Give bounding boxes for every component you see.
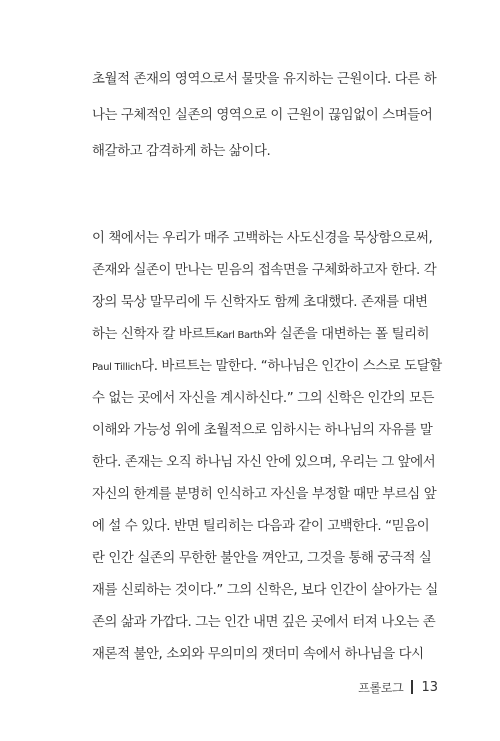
paragraph-1-line-3: 해갈하고 감격하게 하는 삶이다. [92,144,271,159]
paragraph-2-line-5 [92,358,442,376]
paragraph-2-line-4 [92,326,430,344]
text-run: 다. 바르트는 말한다. “하나님은 인간이 스스로 도달할 [141,359,442,374]
paragraph-2-line-12: 재를 신뢰하는 것이다.” 그의 신학은, 보다 인간이 살아가는 실 [92,583,438,598]
paragraph-2-line-8: 한다. 존재는 오직 하나님 자신 안에 있으며, 우리는 그 앞에서 [92,455,436,470]
footer-divider [411,680,413,694]
paragraph-2-line-6: 수 없는 곳에서 자신을 계시하신다.” 그의 신학은 인간의 모든 [92,391,435,406]
paragraph-2-line-9: 자신의 한계를 분명히 인식하고 자신을 부정할 때만 부르심 앞 [92,487,437,502]
page-number: 13 [421,679,438,695]
chapter-label: 프롤로그 [358,680,404,695]
latin-name-paul-tillich: Paul Tillich [92,362,142,373]
paragraph-2-line-7: 이해와 가능성 위에 초월적으로 임하시는 하나님의 자유를 말 [92,423,433,438]
paragraph-2-line-13: 존의 삶과 가깝다. 그는 인간 내면 깊은 곳에서 터져 나오는 존 [92,615,436,630]
paragraph-1-line-2: 나는 구체적인 실존의 영역으로 이 근원이 끊임없이 스며들어 [92,108,433,123]
paragraph-2-line-3: 장의 묵상 말무리에 두 신학자도 함께 초대했다. 존재를 대변 [92,295,428,310]
text-run: 와 실존을 대변하는 폴 틸리히 [263,327,430,342]
latin-name-karl-barth: Karl Barth [216,330,264,341]
paragraph-2-line-2: 존재와 실존이 만나는 믿음의 접속면을 구체화하고자 한다. 각 [92,263,437,278]
page-footer [358,679,438,695]
text-run: 하는 신학자 칼 바르트 [92,327,217,342]
paragraph-2-line-1: 이 책에서는 우리가 매주 고백하는 사도신경을 묵상함으로써, [92,231,433,246]
paragraph-2-line-14: 재론적 불안, 소외와 무의미의 잿더미 속에서 하나님을 다시 [92,647,424,662]
paragraph-2-line-11: 란 인간 실존의 무한한 불안을 껴안고, 그것을 통해 궁극적 실 [92,551,432,566]
paragraph-1-line-1: 초월적 존재의 영역으로서 물맛을 유지하는 근원이다. 다른 하 [92,72,437,87]
paragraph-2-line-10: 에 설 수 있다. 반면 틸리히는 다음과 같이 고백한다. “믿음이 [92,519,430,534]
